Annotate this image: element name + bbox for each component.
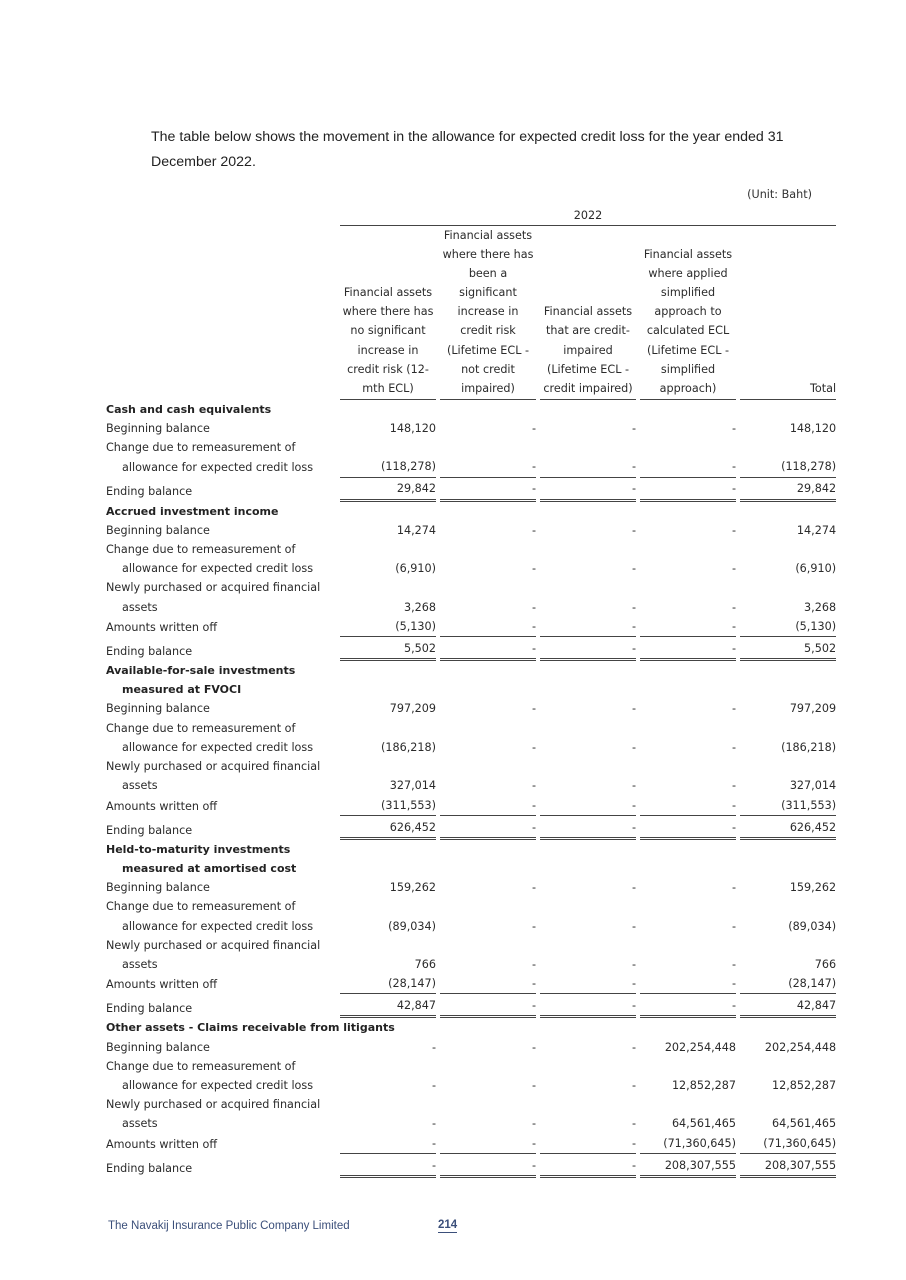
value-cell: 14,274	[796, 523, 837, 537]
value-cell: 797,209	[789, 702, 837, 716]
value-cell: (5,130)	[740, 617, 836, 637]
table-row	[106, 955, 836, 974]
value-cell: -	[640, 457, 736, 477]
row-label: Ending balance	[106, 644, 193, 658]
value-cell: 797,209	[389, 702, 436, 716]
row-label: Newly purchased or acquired financial	[106, 938, 321, 952]
section-title-row	[106, 1018, 836, 1037]
value-cell: 3,268	[804, 600, 837, 614]
value-cell: -	[631, 422, 636, 436]
value-cell: -	[531, 562, 536, 576]
table-row	[106, 559, 836, 578]
row-label: Change due to remeasurement of	[106, 721, 296, 735]
value-cell: -	[531, 919, 536, 933]
table-row	[106, 776, 836, 795]
ending-balance-row	[106, 994, 836, 1018]
table-row	[106, 598, 836, 617]
row-label: Ending balance	[106, 1002, 193, 1016]
value-cell: -	[631, 702, 636, 716]
value-cell: -	[531, 1040, 536, 1054]
value-cell: 14,274	[396, 523, 436, 537]
value-cell: 159,262	[789, 881, 837, 895]
value-cell: -	[631, 1040, 636, 1054]
value-cell: -	[631, 779, 636, 793]
value-cell: -	[640, 816, 736, 840]
value-cell: -	[631, 881, 636, 895]
value-cell: 202,254,448	[664, 1040, 736, 1054]
value-cell: -	[540, 457, 636, 477]
value-cell: 208,307,555	[640, 1154, 736, 1178]
value-cell: (89,034)	[788, 919, 837, 933]
table-row	[106, 738, 836, 757]
table-row	[106, 878, 836, 897]
value-cell: (28,147)	[340, 974, 436, 994]
row-label: assets	[122, 600, 158, 614]
value-cell: 148,120	[389, 422, 436, 436]
value-cell: -	[731, 422, 736, 436]
value-cell: 202,254,448	[764, 1040, 837, 1054]
value-cell: 12,852,287	[772, 1078, 837, 1092]
value-cell: -	[631, 600, 636, 614]
table-row	[106, 521, 836, 540]
row-label: allowance for expected credit loss	[122, 919, 314, 933]
value-cell: (28,147)	[740, 974, 836, 994]
value-cell: 5,502	[340, 637, 436, 661]
column-header-row	[106, 226, 836, 400]
value-cell: -	[540, 974, 636, 994]
value-cell: -	[531, 523, 536, 537]
page-number: 214	[438, 1219, 458, 1231]
section-title-row	[106, 502, 836, 521]
value-cell: 29,842	[740, 478, 836, 502]
value-cell: 327,014	[789, 779, 837, 793]
value-cell: -	[631, 919, 636, 933]
row-label: Amounts written off	[106, 1137, 218, 1151]
value-cell: (6,910)	[795, 562, 837, 576]
value-cell: -	[640, 994, 736, 1018]
section-title: Other assets - Claims receivable from litigants	[106, 1021, 395, 1035]
value-cell: -	[731, 562, 736, 576]
value-cell: 148,120	[789, 422, 837, 436]
row-label: Beginning balance	[106, 702, 210, 716]
value-cell: (118,278)	[340, 457, 436, 477]
value-cell: (71,360,645)	[640, 1134, 736, 1154]
row-label: Newly purchased or acquired financial	[106, 1098, 321, 1112]
row-label: Change due to remeasurement of	[106, 543, 296, 557]
row-label: Beginning balance	[106, 422, 210, 436]
row-label: Newly purchased or acquired financial	[106, 760, 321, 774]
value-cell: 626,452	[740, 816, 836, 840]
value-cell: -	[540, 1134, 636, 1154]
intro-paragraph: The table below shows the movement in the allowance for expected credit loss for the year ended 31 December 2022.	[151, 129, 784, 170]
value-cell: -	[731, 881, 736, 895]
value-cell: (118,278)	[740, 457, 836, 477]
value-cell: -	[440, 457, 536, 477]
row-label: Newly purchased or acquired financial	[106, 581, 321, 595]
row-label: Beginning balance	[106, 881, 210, 895]
value-cell: -	[731, 919, 736, 933]
table-row	[106, 1057, 836, 1076]
value-cell: -	[540, 637, 636, 661]
value-cell: -	[631, 562, 636, 576]
year-header: 2022	[340, 204, 836, 226]
value-cell: -	[440, 994, 536, 1018]
value-cell: -	[731, 702, 736, 716]
value-cell: -	[731, 779, 736, 793]
row-label: Amounts written off	[106, 799, 218, 813]
value-cell: 208,307,555	[740, 1154, 836, 1178]
value-cell: -	[640, 478, 736, 502]
section-title-row	[106, 680, 836, 699]
table-row	[106, 419, 836, 438]
value-cell: -	[640, 637, 736, 661]
allowance-movement-table	[106, 204, 836, 1178]
row-label: allowance for expected credit loss	[122, 1078, 314, 1092]
section-title-row	[106, 661, 836, 680]
table-row	[106, 438, 836, 457]
value-cell: -	[531, 779, 536, 793]
value-cell: -	[340, 1154, 436, 1178]
table-row	[106, 617, 836, 637]
footer-company: The Navakij Insurance Public Company Limited	[108, 1220, 350, 1232]
row-label: Ending balance	[106, 823, 193, 837]
value-cell: 159,262	[389, 881, 436, 895]
value-cell: -	[440, 816, 536, 840]
table-row	[106, 936, 836, 955]
value-cell: -	[631, 1117, 636, 1131]
value-cell: -	[531, 740, 536, 754]
row-label: assets	[122, 1117, 158, 1131]
table-row	[106, 540, 836, 559]
table-row	[106, 719, 836, 738]
table-row	[106, 1134, 836, 1154]
value-cell: 327,014	[389, 779, 436, 793]
value-cell: -	[440, 617, 536, 637]
column-header: Financial assets where applied simplified approach to calculated ECL (Lifetime ECL - simplified approach)	[640, 226, 736, 400]
row-label: Change due to remeasurement of	[106, 1059, 296, 1073]
column-header: Financial assets where there has no significant increase in credit risk (12-mth ECL)	[340, 226, 436, 400]
table-row	[106, 1095, 836, 1114]
value-cell: -	[731, 600, 736, 614]
value-cell: 64,561,465	[671, 1117, 736, 1131]
table-row	[106, 699, 836, 718]
ending-balance-row	[106, 1154, 836, 1178]
value-cell: 29,842	[340, 478, 436, 502]
value-cell: 42,847	[340, 994, 436, 1018]
value-cell: -	[531, 881, 536, 895]
year-header-row	[106, 204, 836, 226]
value-cell: 12,852,287	[671, 1078, 736, 1092]
row-label: Ending balance	[106, 1161, 193, 1175]
row-label: allowance for expected credit loss	[122, 562, 314, 576]
value-cell: 3,268	[403, 600, 436, 614]
value-cell: -	[540, 1154, 636, 1178]
table-row	[106, 897, 836, 916]
section-title-row	[106, 859, 836, 878]
row-label: Amounts written off	[106, 978, 218, 992]
value-cell: (311,553)	[740, 796, 836, 816]
section-title-row	[106, 840, 836, 859]
value-cell: -	[531, 957, 536, 971]
value-cell: -	[540, 816, 636, 840]
value-cell: -	[640, 796, 736, 816]
value-cell: -	[531, 422, 536, 436]
value-cell: -	[540, 994, 636, 1018]
value-cell: -	[631, 1078, 636, 1092]
value-cell: 766	[414, 957, 436, 971]
value-cell: -	[540, 617, 636, 637]
row-label: Beginning balance	[106, 523, 210, 537]
unit-label: (Unit: Baht)	[747, 188, 812, 201]
table-row	[106, 917, 836, 936]
row-label: assets	[122, 779, 158, 793]
value-cell: 5,502	[740, 637, 836, 661]
value-cell: -	[731, 740, 736, 754]
row-label: Beginning balance	[106, 1040, 210, 1054]
value-cell: (186,218)	[381, 740, 436, 754]
value-cell: -	[731, 957, 736, 971]
value-cell: -	[540, 478, 636, 502]
value-cell: -	[631, 740, 636, 754]
value-cell: -	[531, 1078, 536, 1092]
value-cell: -	[440, 1154, 536, 1178]
value-cell: -	[431, 1117, 436, 1131]
value-cell: -	[340, 1134, 436, 1154]
row-label: assets	[122, 957, 158, 971]
value-cell: -	[440, 478, 536, 502]
value-cell: (71,360,645)	[740, 1134, 836, 1154]
value-cell: -	[431, 1040, 436, 1054]
value-cell: -	[631, 523, 636, 537]
ending-balance-row	[106, 637, 836, 661]
row-label: Change due to remeasurement of	[106, 441, 296, 455]
value-cell: -	[431, 1078, 436, 1092]
row-label: Ending balance	[106, 485, 193, 499]
section-title: Held-to-maturity investments	[106, 842, 291, 856]
value-cell: -	[531, 702, 536, 716]
table-row	[106, 757, 836, 776]
value-cell: -	[540, 796, 636, 816]
table-row	[106, 1076, 836, 1095]
value-cell: -	[640, 617, 736, 637]
value-cell: -	[731, 523, 736, 537]
value-cell: -	[440, 1134, 536, 1154]
section-title: Available-for-sale investments	[106, 664, 296, 678]
value-cell: -	[531, 600, 536, 614]
value-cell: -	[631, 957, 636, 971]
column-header: Financial assets where there has been a significant increase in credit risk (Lifetime ECL - not credit impaired)	[440, 226, 536, 400]
value-cell: 626,452	[340, 816, 436, 840]
row-label: Change due to remeasurement of	[106, 900, 296, 914]
section-title-row	[106, 400, 836, 419]
value-cell: -	[640, 974, 736, 994]
section-subtitle: measured at amortised cost	[122, 861, 297, 875]
value-cell: -	[440, 637, 536, 661]
value-cell: -	[531, 1117, 536, 1131]
ending-balance-row	[106, 478, 836, 502]
row-label: Amounts written off	[106, 620, 218, 634]
ending-balance-row	[106, 816, 836, 840]
section-title: Cash and cash equivalents	[106, 402, 272, 416]
value-cell: -	[440, 974, 536, 994]
value-cell: 766	[814, 957, 837, 971]
column-header: Financial assets that are credit-impaired (Lifetime ECL - credit impaired)	[540, 226, 636, 400]
value-cell: (89,034)	[388, 919, 436, 933]
value-cell: -	[440, 796, 536, 816]
value-cell: (6,910)	[395, 562, 436, 576]
table-row	[106, 974, 836, 994]
value-cell: 42,847	[740, 994, 836, 1018]
value-cell: (311,553)	[340, 796, 436, 816]
table-row	[106, 578, 836, 597]
value-cell: 64,561,465	[772, 1117, 837, 1131]
column-header: Total	[740, 226, 836, 400]
value-cell: (5,130)	[340, 617, 436, 637]
table-row	[106, 796, 836, 816]
value-cell: (186,218)	[781, 740, 837, 754]
table-row	[106, 1038, 836, 1057]
section-title: Accrued investment income	[106, 504, 279, 518]
table-row	[106, 457, 836, 477]
row-label: allowance for expected credit loss	[122, 461, 314, 475]
section-subtitle: measured at FVOCI	[122, 683, 242, 697]
row-label: allowance for expected credit loss	[122, 740, 314, 754]
table-row	[106, 1114, 836, 1133]
